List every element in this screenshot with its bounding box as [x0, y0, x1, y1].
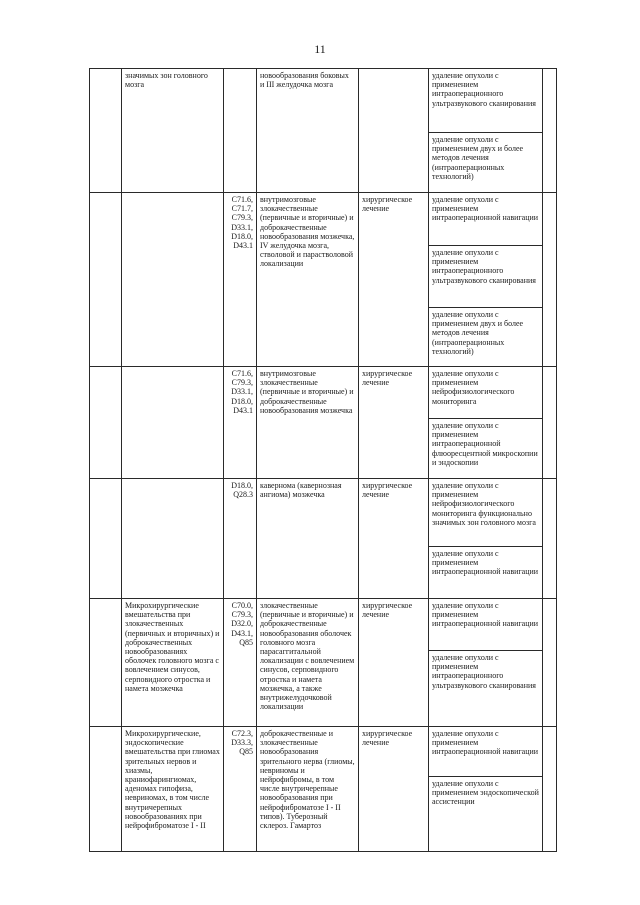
index-cell [90, 599, 122, 727]
diagnosis-code-cell: C72.3, D33.3, Q85 [224, 727, 257, 852]
intervention-name-cell: значимых зон головного мозга [122, 69, 224, 193]
diagnosis-code-cell: C71.6, C71.7, C79.3, D33.1, D18.0, D43.1 [224, 193, 257, 367]
method-cell: удаление опухоли с применением интраоперационной навигации [429, 727, 543, 777]
index-cell [90, 367, 122, 479]
condition-cell: внутримозговые злокачественные (первичные и вторичные) и доброкачественные новообразования мозжечка, IV желудочка мозга, стволовой и парастволовой локализации [257, 193, 359, 367]
table-row [90, 727, 557, 777]
treatment-type-cell: хирургическое лечение [359, 727, 429, 852]
tariff-cell [543, 479, 557, 599]
condition-cell: кавернома (кавернозная ангиома) мозжечка [257, 479, 359, 599]
index-cell [90, 727, 122, 852]
method-cell: удаление опухоли с применением нейрофизиологического мониторинга функционально значимых зон головного мозга [429, 479, 543, 547]
method-cell: удаление опухоли с применением интраоперационной навигации [429, 193, 543, 246]
tariff-cell [543, 727, 557, 852]
index-cell [90, 193, 122, 367]
method-cell: удаление опухоли с применением интраоперационной флюоресцентной микроскопии и эндоскопии [429, 419, 543, 479]
index-cell [90, 69, 122, 193]
diagnosis-code-cell [224, 69, 257, 193]
treatment-type-cell: хирургическое лечение [359, 599, 429, 727]
method-cell: удаление опухоли с применением интраоперационного ультразвукового сканирования [429, 651, 543, 727]
method-cell: удаление опухоли с применением интраоперационного ультразвукового сканирования [429, 69, 543, 133]
page-number: 11 [314, 42, 326, 56]
method-cell: удаление опухоли с применением интраоперационного ультразвукового сканирования [429, 246, 543, 308]
condition-cell: доброкачественные и злокачественные новообразования зрительного нерва (глиомы, невриномы и нейрофибромы, в том числе внутричерепные новообразования при нейрофиброматозе I - II типов). Туберозный склероз. Гамартоз [257, 727, 359, 852]
method-cell: удаление опухоли с применением двух и более методов лечения (интраоперационных технологий) [429, 308, 543, 367]
tariff-cell [543, 69, 557, 193]
tariff-cell [543, 367, 557, 479]
condition-cell: злокачественные (первичные и вторичные) и доброкачественные новообразования оболочек головного мозга парасаггитальной локализации с вовлечением синусов, серповидного отростка и намета мозжечка, а также внутрижелудочковой локализации [257, 599, 359, 727]
table-row [90, 479, 557, 547]
method-cell: удаление опухоли с применением эндоскопической ассистенции [429, 777, 543, 852]
treatment-type-cell: хирургическое лечение [359, 193, 429, 367]
tariff-cell [543, 193, 557, 367]
method-cell: удаление опухоли с применением интраоперационной навигации [429, 547, 543, 599]
table-row [90, 69, 557, 133]
intervention-name-cell: Микрохирургические, эндоскопические вмешательства при глиомах зрительных нервов и хиазмы, краниофарингиомах, аденомах гипофиза, невриномах, в том числе внутричерепных новообразованиях при нейрофиброматозе I - II [122, 727, 224, 852]
intervention-name-cell: Микрохирургические вмешательства при злокачественных (первичных и вторичных) и доброкачественных новообразованиях оболочек головного мозга с вовлечением синусов, серповидного отростка и намета мозжечка [122, 599, 224, 727]
method-cell: удаление опухоли с применением интраоперационной навигации [429, 599, 543, 651]
diagnosis-code-cell: D18.0, Q28.3 [224, 479, 257, 599]
condition-cell: внутримозговые злокачественные (первичные и вторичные) и доброкачественные новообразования мозжечка [257, 367, 359, 479]
treatment-type-cell [359, 69, 429, 193]
diagnosis-code-cell: C70.0, C79.3, D32.0, D43.1, Q85 [224, 599, 257, 727]
table-row [90, 193, 557, 246]
intervention-name-cell [122, 193, 224, 367]
treatment-type-cell: хирургическое лечение [359, 367, 429, 479]
treatment-table [89, 68, 557, 852]
condition-cell: новообразования боковых и III желудочка мозга [257, 69, 359, 193]
diagnosis-code-cell: C71.6, C79.3, D33.1, D18.0, D43.1 [224, 367, 257, 479]
table-row [90, 599, 557, 651]
method-cell: удаление опухоли с применением двух и более методов лечения (интраоперационных технологий) [429, 133, 543, 193]
treatment-type-cell: хирургическое лечение [359, 479, 429, 599]
index-cell [90, 479, 122, 599]
intervention-name-cell [122, 367, 224, 479]
tariff-cell [543, 599, 557, 727]
intervention-name-cell [122, 479, 224, 599]
method-cell: удаление опухоли с применением нейрофизиологического мониторинга [429, 367, 543, 419]
table-row [90, 367, 557, 419]
